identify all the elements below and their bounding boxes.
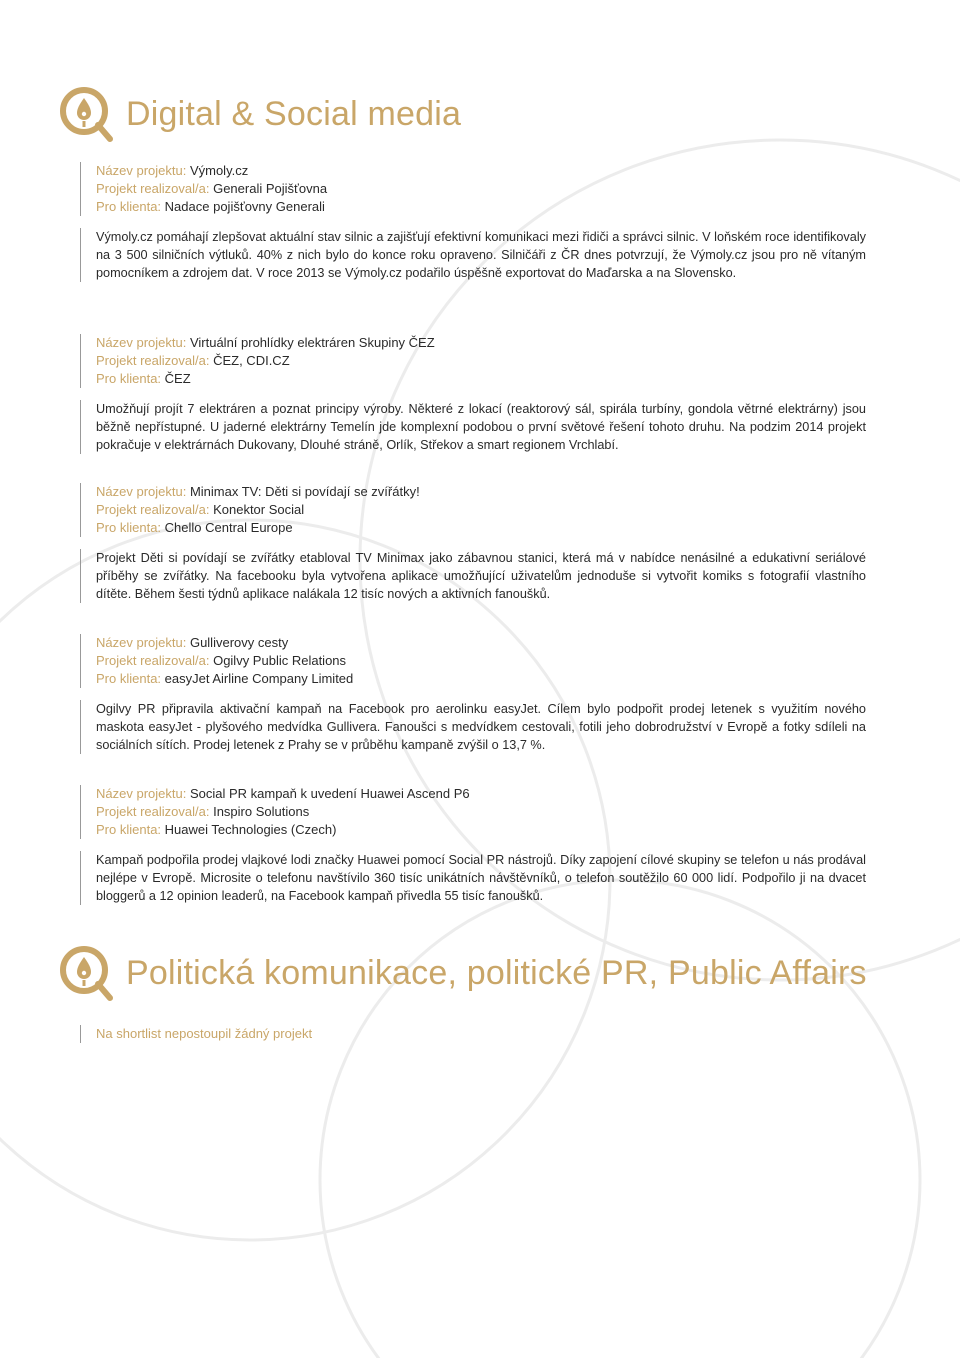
project-client: Huawei Technologies (Czech) <box>164 822 337 837</box>
shortlist-note: Na shortlist nepostoupil žádný projekt <box>80 1025 312 1043</box>
project-meta <box>80 785 866 839</box>
label-client: Pro klienta: <box>96 199 162 214</box>
label-realized: Projekt realizoval/a: <box>96 181 210 196</box>
project-entry <box>80 334 866 454</box>
label-realized: Projekt realizoval/a: <box>96 502 210 517</box>
project-meta <box>80 634 866 688</box>
section-title: Politická komunikace, politické PR, Public Affairs <box>126 953 867 992</box>
label-project-name: Název projektu: <box>96 484 187 499</box>
project-description: Umožňují projít 7 elektráren a poznat principy výroby. Některé z lokací (reaktorový sál, spirála turbíny, gondola větrné elektrárny) jsou běžně nepřístupné. U jaderné elektrárny Temelín jde komplexní podobou o první světové řešení tohoto druhu. Na podzim 2014 projekt pokračuje v elektrárnách Dukovany, Dlouhé stráně, Orlík, Střekov a smart regionem Vrchlabí. <box>80 400 866 454</box>
project-name: Minimax TV: Děti si povídají se zvířátky! <box>189 484 420 499</box>
project-realized: Konektor Social <box>213 502 305 517</box>
project-realized: Inspiro Solutions <box>213 804 310 819</box>
section-title: Digital & Social media <box>126 94 462 133</box>
section-header-politics <box>58 944 867 1002</box>
label-project-name: Název projektu: <box>96 163 187 178</box>
project-client: Chello Central Europe <box>164 520 293 535</box>
project-entry <box>80 162 866 282</box>
label-client: Pro klienta: <box>96 671 162 686</box>
project-realized: Ogilvy Public Relations <box>213 653 347 668</box>
label-realized: Projekt realizoval/a: <box>96 353 210 368</box>
project-meta <box>80 483 866 537</box>
project-realized: ČEZ, CDI.CZ <box>213 353 290 368</box>
section-header-digital <box>58 85 461 143</box>
project-meta <box>80 162 866 216</box>
project-description: Projekt Děti si povídají se zvířátky etabloval TV Minimax jako zábavnou stanici, která má v nabídce nenásilné a edukativní seriálové příběhy se zvířátky. Na facebooku byla vytvořena aplikace umožňující uživatelům jednoduše si vytvořit komiks s fotografií vlastního dítěte. Během šesti týdnů aplikace nalákala 12 tisíc nových a aktivních fanoušků. <box>80 549 866 603</box>
label-project-name: Název projektu: <box>96 635 187 650</box>
gold-drop-pin-icon <box>58 85 114 143</box>
project-entry <box>80 634 866 754</box>
project-name: Social PR kampaň k uvedení Huawei Ascend P6 <box>189 786 470 801</box>
label-client: Pro klienta: <box>96 822 162 837</box>
project-client: Nadace pojišťovny Generali <box>164 199 325 214</box>
project-meta <box>80 334 866 388</box>
label-client: Pro klienta: <box>96 520 162 535</box>
label-client: Pro klienta: <box>96 371 162 386</box>
project-realized: Generali Pojišťovna <box>213 181 328 196</box>
project-name: Gulliverovy cesty <box>189 635 289 650</box>
project-client: easyJet Airline Company Limited <box>164 671 354 686</box>
project-description: Výmoly.cz pomáhají zlepšovat aktuální stav silnic a zajišťují efektivní komunikaci mezi řidiči a správci silnic. V loňském roce identifikovaly na 3 500 silničních výtluků. 40% z nich bylo do konce roku opraveno. Silničáři z ČR dnes potvrzují, že Výmoly.cz jsou pro ně vítaným pomocníkem a zdrojem dat. V roce 2013 se Výmoly.cz podařilo úspěšně exportovat do Maďarska a na Slovensko. <box>80 228 866 282</box>
project-client: ČEZ <box>164 371 191 386</box>
project-name: Výmoly.cz <box>189 163 249 178</box>
label-project-name: Název projektu: <box>96 335 187 350</box>
label-realized: Projekt realizoval/a: <box>96 804 210 819</box>
gold-drop-pin-icon <box>58 944 114 1002</box>
label-project-name: Název projektu: <box>96 786 187 801</box>
project-description: Kampaň podpořila prodej vlajkové lodi značky Huawei pomocí Social PR nástrojů. Díky zapojení cílové skupiny se telefon u nás prodával nejlépe v Evropě. Microsite o telefonu navštívilo 360 tisíc unikátních návštěvníků, o telefon soutěžilo 60 000 lidí. Podpořilo ji na dvacet bloggerů a 12 opinion leaderů, na Facebook kampaň přivedla 55 tisíc fanoušků. <box>80 851 866 905</box>
project-description: Ogilvy PR připravila aktivační kampaň na Facebook pro aerolinku easyJet. Cílem bylo podpořit prodej letenek s využitím nového maskota easyJet - plyšového medvídka Gullivera. Fanoušci s medvídkem cestovali, fotili jeho dobrodružství v Evropě a fotky sdíleli na sociálních sítích. Prodej letenek z Prahy se v průběhu kampaně zvýšil o 13,7 %. <box>80 700 866 754</box>
label-realized: Projekt realizoval/a: <box>96 653 210 668</box>
project-entry <box>80 785 866 905</box>
project-name: Virtuální prohlídky elektráren Skupiny ČEZ <box>189 335 435 350</box>
project-entry <box>80 483 866 603</box>
